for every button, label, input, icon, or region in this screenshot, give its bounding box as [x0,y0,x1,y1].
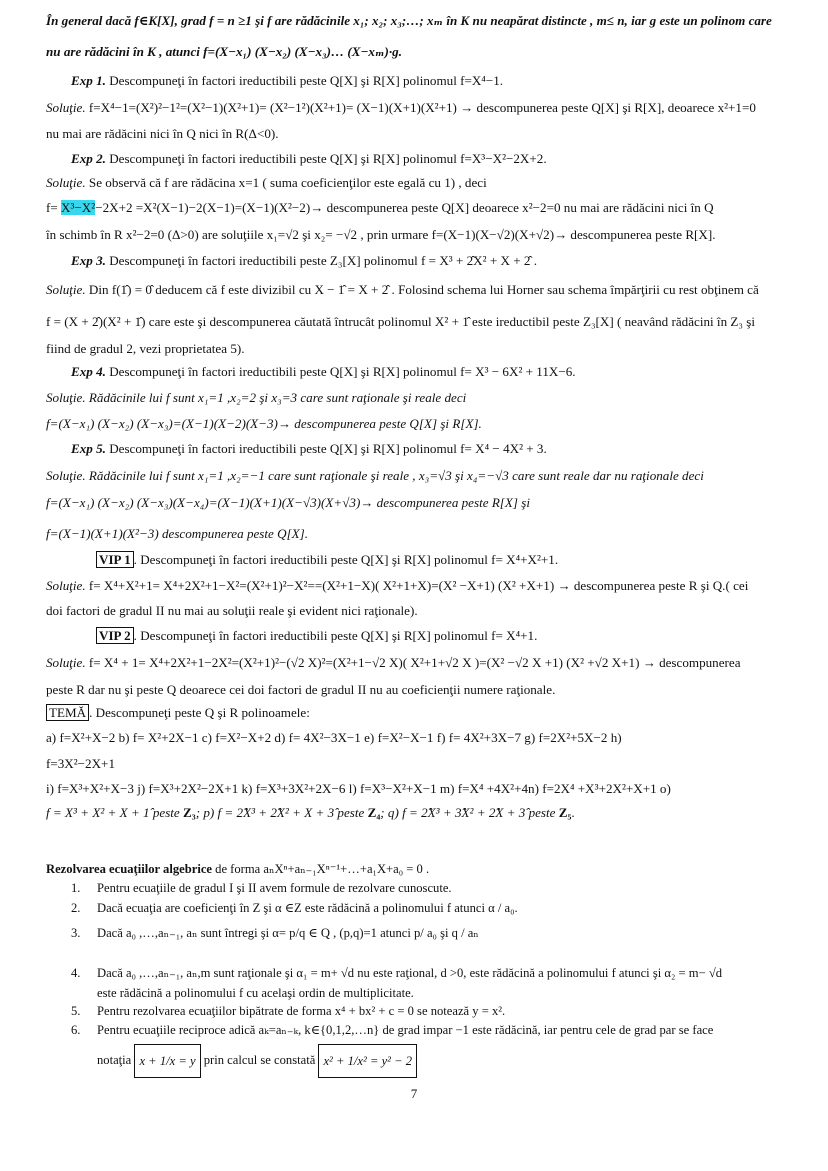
exp2-f-rest: −2X+2 =X²(X−1)−2(X−1)=(X−1)(X²−2)→ descompunerea peste Q[X] deoarece x²−2=0 nu mai are rădăcini nici în Q [95,200,714,215]
vip2-text: . Descompuneţi în factori ireductibili peste Q[X] şi R[X] polinomul f= X⁴+1. [133,628,538,643]
exp2-solution-3: în schimb în R x²−2=0 (Δ>0) are soluţiile x₁=√2 şi x₂= −√2 , prin urmare f=(X−1)(X−√2)(X+√2)→ descompunerea peste R[X]. [46,227,716,242]
vip2-solution-1 [46,654,741,672]
exp2-title: Exp 2. [71,151,106,166]
tema-title-box: TEMĂ [46,704,89,721]
list-text: este rădăcină a polinomului f cu acelaşi ordin de multiplicitate. [97,986,414,1000]
equation-box-1: x + 1/x = y [134,1044,200,1078]
list-item [71,924,479,942]
tema-z5: Z₅ [558,805,572,820]
list-text: Pentru ecuaţiile de gradul I şi II avem formule de rezolvare cunoscute. [97,881,452,895]
exp5-statement [71,440,547,458]
exp3-solution-2: f = (X + 2̂)(X² + 1̂) care este şi descompunerea căutată întrucât polinomul X² + 1̂ este ireductibil peste Z₃[X] ( neavând rădăcini în Z₃ şi [46,314,755,329]
list-number: 2. [71,901,81,915]
exp5-solution-1 [46,467,704,485]
exp1-solution-1 [46,99,756,117]
vip1-statement [96,551,558,569]
vip1-solution-text: f= X⁴+X²+1= X⁴+2X²+1−X²=(X²+1)²−X²==(X²+1−X)( X²+1+X)=(X² −X+1) (X² +X+1) → descompunerea peste R şi Q.( cei [85,578,749,593]
exp3-solution-text: Din f(1̂) = 0̂ deducem că f este divizibil cu X − 1̂ = X + 2̂ . Folosind schema lui Horner sau schema împărţirii cu rest obţinem că [85,282,759,297]
exp4-solution-1 [46,389,466,407]
vip1-text: . Descompuneţi în factori ireductibili peste Q[X] şi R[X] polinomul f= X⁴+X²+1. [133,552,559,567]
list-number: 3. [71,926,81,940]
list-text: Dacă a₀ ,…,aₙ₋₁, aₙ,m sunt raţionale şi α₁ = m+ √d nu este raţional, d >0, este rădăcină a polinomului f atunci şi α₂ = m− √d [97,966,723,980]
exp2-solution-2 [46,199,714,217]
exp5-solution-text: Rădăcinile lui f sunt x₁=1 ,x₂=−1 care sunt raţionale şi reale , x₃=√3 şi x₄=−√3 care sunt reale dar nu raţionale deci [85,468,704,483]
exp2-statement [71,150,547,168]
tema-row-3: i) f=X³+X²+X−3 j) f=X³+2X²−2X+1 k) f=X³+3X²+2X−6 l) f=X³−X²+X−1 m) f=X⁴ +4X²+4n) f=2X⁴ +X³+2X²+X+1 o) [46,781,671,796]
equation-box-2: x² + 1/x² = y² − 2 [318,1044,417,1078]
exp3-title: Exp 3. [71,253,106,268]
tema-heading [46,704,310,722]
exp4-solution-label: Soluţie. [46,390,86,405]
list-text: Pentru rezolvarea ecuaţiilor bipătrate de forma x⁴ + bx² + c = 0 se notează y = x². [97,1004,506,1018]
exp4-statement [71,363,576,381]
list-number: 6. [71,1023,81,1037]
vip2-solution-2: peste R dar nu şi peste Q deoarece cei doi factori de gradul II nu au coeficienţii numere raţionale. [46,682,556,697]
exp4-solution-2: f=(X−x₁) (X−x₂) (X−x₃)=(X−1)(X−2)(X−3)→ descompunerea peste Q[X] şi R[X]. [46,416,482,431]
vip2-solution-label: Soluţie. [46,655,86,670]
list-item [71,879,452,897]
exp3-solution-3: fiind de gradul 2, vezi proprietatea 5). [46,341,245,356]
exp1-text: Descompuneţi în factori ireductibili peste Q[X] şi R[X] polinomul f=X⁴−1. [105,73,504,88]
exp1-solution-2: nu mai are rădăcini nici în Q nici în R(Δ<0). [46,126,279,141]
list-number: 5. [71,1004,81,1018]
page-number: 7 [410,1086,418,1101]
tema-p-text: ; p) f = 2̂X³ + 2̂X² + X + 3̂ peste [195,805,368,820]
intro-line-1: În general dacă f∈K[X], grad f = n ≥1 şi f are rădăcinile x₁; x₂; x₃;…; xₘ în K nu neapărat distincte , m≤ n, iar g este un polinom care [46,13,772,28]
rezolvare-title: Rezolvarea ecuaţiilor algebrice [46,862,212,876]
list-text: Dacă a₀ ,…,aₙ₋₁, aₙ sunt întregi şi α= p/q ∈ Q , (p,q)=1 atunci p/ a₀ şi q / aₙ [97,926,479,940]
exp4-solution-text: Rădăcinile lui f sunt x₁=1 ,x₂=2 şi x₃=3 care sunt raţionale şi reale deci [85,390,467,405]
exp3-text: Descompuneţi în factori ireductibili peste Z₃[X] polinomul f = X³ + 2̂X² + X + 2̂ . [105,253,537,268]
notatia-middle-text: prin calcul se constată [203,1052,316,1067]
tema-z3: Z₃ [183,805,196,820]
exp1-solution-label: Soluţie. [46,100,86,115]
vip1-solution-1 [46,577,748,595]
vip2-solution-text: f= X⁴ + 1= X⁴+2X²+1−2X²=(X²+1)²−(√2 X)²=(X²+1−√2 X)( X²+1+√2 X )=(X² −√2 X +1) (X² +√2 X+1) → descompunerea [85,655,741,670]
tema-end: . [571,805,575,820]
tema-row-4 [46,804,575,822]
list-item [71,899,518,917]
exp1-statement [71,72,503,90]
list-number: 4. [71,966,81,980]
list-number: 1. [71,881,81,895]
intro-line-2: nu are rădăcini în K , atunci f=(X−x₁) (X−x₂) (X−x₃)… (X−xₘ)·g. [46,44,402,59]
exp1-solution-text: f=X⁴−1=(X²)²−1²=(X²−1)(X²+1)= (X²−1²)(X²+1)= (X−1)(X+1)(X²+1) → descompunerea peste Q[X] şi R[X], deoarece x²+1=0 [85,100,756,115]
exp3-statement [71,252,537,270]
list-item [71,964,722,982]
exp5-solution-label: Soluţie. [46,468,86,483]
list-text: Pentru ecuaţiile reciproce adică aₖ=aₙ₋ₖ, k∈{0,1,2,…n} de grad impar −1 este rădăcină, iar pentru cele de grad par se face [97,1023,714,1037]
exp2-f-prefix: f= [46,200,62,215]
rezolvare-heading [46,860,429,878]
exp2-solution-label: Soluţie. [46,175,86,190]
vip1-title-box: VIP 1 [96,551,134,568]
rezolvare-form: de forma aₙXⁿ+aₙ₋₁Xⁿ⁻¹+…+a₁X+a₀ = 0 . [212,862,430,876]
tema-z4: Z₄ [367,805,381,820]
exp2-solution-text: Se observă că f are rădăcina x=1 ( suma coeficienţilor este egală cu 1) , deci [85,175,487,190]
vip1-solution-2: doi factori de gradul II nu mai au soluţii reale şi evident nici raţionale). [46,603,418,618]
exp3-solution-1 [46,281,759,299]
notatia-label: notaţia [97,1052,132,1067]
exp5-title: Exp 5. [71,441,106,456]
exp4-title: Exp 4. [71,364,106,379]
list-item [71,1002,505,1020]
exp5-solution-3: f=(X−1)(X+1)(X²−3) descompunerea peste Q[X]. [46,526,309,541]
vip2-title-box: VIP 2 [96,627,134,644]
exp2-text: Descompuneţi în factori ireductibili peste Q[X] şi R[X] polinomul f=X³−X²−2X+2. [105,151,547,166]
tema-text: . Descompuneţi peste Q şi R polinoamele: [89,705,310,720]
exp5-solution-2: f=(X−x₁) (X−x₂) (X−x₃)(X−x₄)=(X−1)(X+1)(X−√3)(X+√3)→ descompunerea peste R[X] şi [46,495,531,510]
exp4-text: Descompuneţi în factori ireductibili peste Q[X] şi R[X] polinomul f= X³ − 6X² + 11X−6. [105,364,576,379]
list-text: Dacă ecuaţia are coeficienţi în Z şi α ∈Z este rădăcină a polinomului f atunci α / a₀. [97,901,518,915]
highlighted-term: X³−X² [61,200,96,215]
list-item [71,1021,713,1039]
exp2-solution-1 [46,174,487,192]
exp3-solution-label: Soluţie. [46,282,86,297]
tema-q-text: ; q) f = 2̂X³ + 3̂X² + 2̂X + 3̂ peste [380,805,559,820]
tema-o-text: f = X³ + X² + X + 1̂ peste [46,805,184,820]
list-item [71,984,414,1002]
tema-row-2: f=3X²−2X+1 [46,756,115,771]
vip1-solution-label: Soluţie. [46,578,86,593]
exp5-text: Descompuneţi în factori ireductibili peste Q[X] şi R[X] polinomul f= X⁴ − 4X² + 3. [105,441,547,456]
notatia-line [97,1044,417,1078]
exp1-title: Exp 1. [71,73,106,88]
tema-row-1: a) f=X²+X−2 b) f= X²+2X−1 c) f=X²−X+2 d) f= 4X²−3X−1 e) f=X²−X−1 f) f= 4X²+3X−7 g) f=2X²+5X−2 h) [46,730,622,745]
vip2-statement [96,627,537,645]
